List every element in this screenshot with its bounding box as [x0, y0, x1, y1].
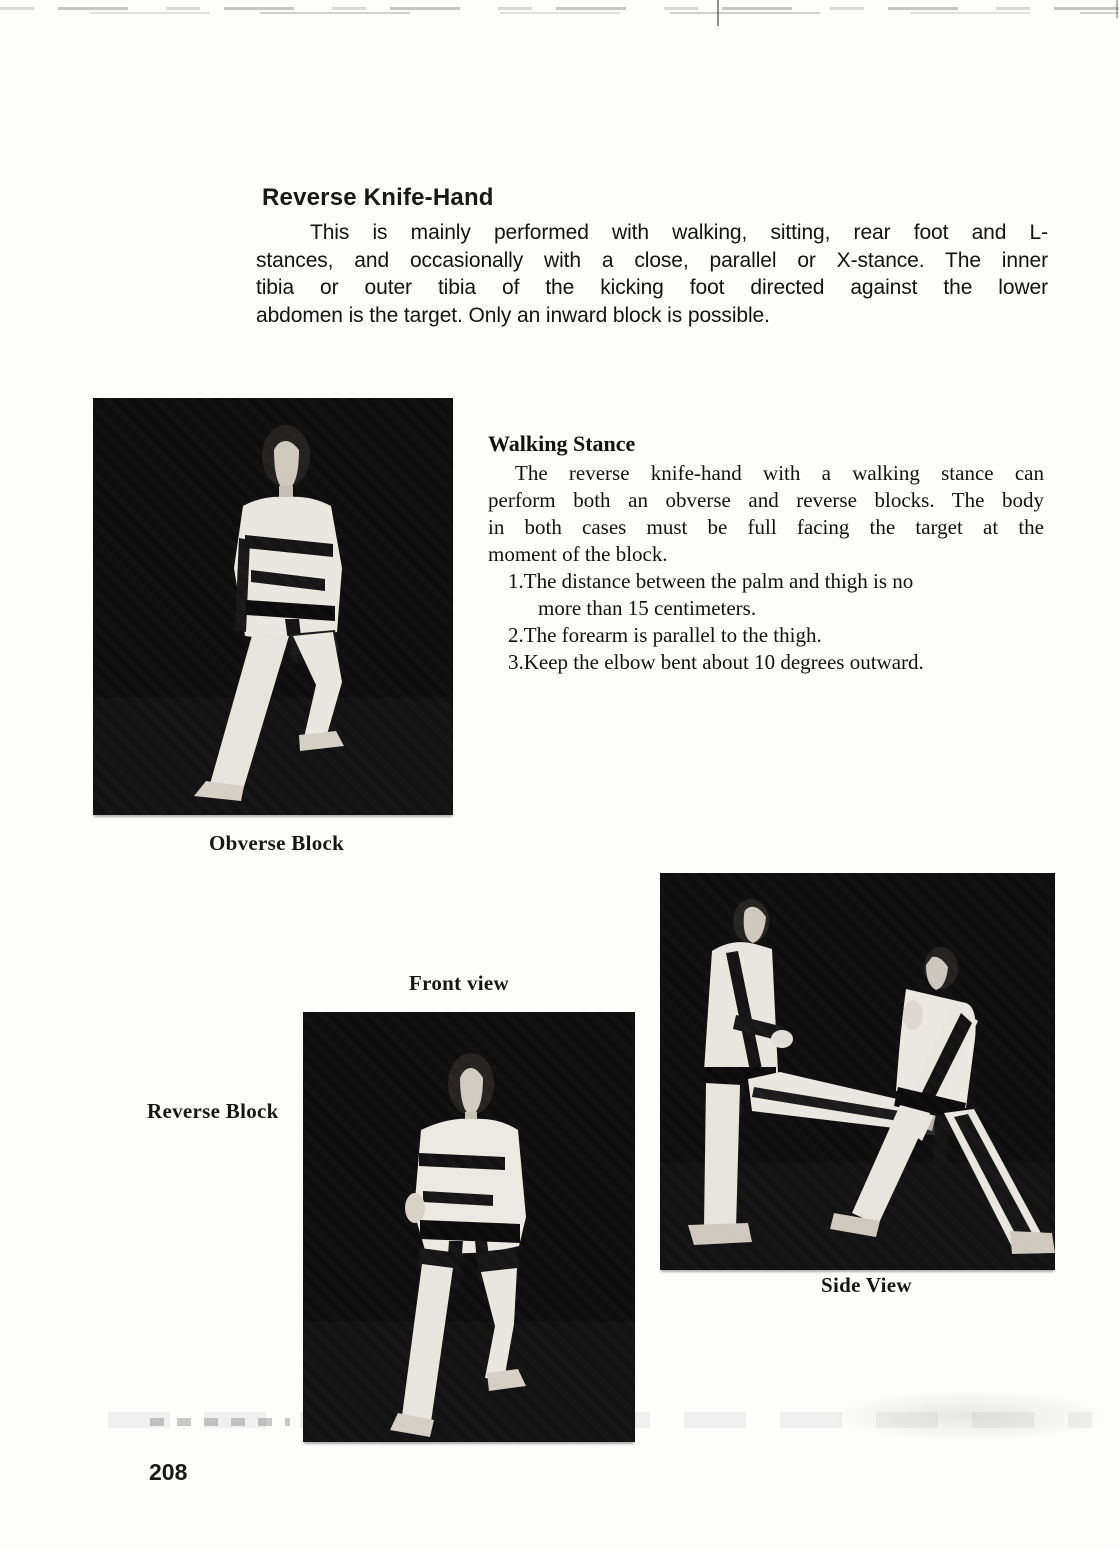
intro-line: stances, and occasionally with a close, parallel or X-stance. The inner [256, 248, 1048, 272]
scan-noise-bottom-dashes [150, 1418, 290, 1426]
obverse-block-illustration [93, 398, 453, 815]
caption-front-view: Front view [409, 971, 510, 995]
scan-tick-right [1116, 0, 1118, 18]
list-item [508, 622, 1044, 649]
caption-side-view: Side View [821, 1273, 912, 1297]
figure-reverse-block-photo [303, 1012, 635, 1442]
list-item-line: 2.The forearm is parallel to the thigh. [508, 623, 822, 647]
walking-stance-section [488, 430, 1044, 676]
walking-stance-line: in both cases must be full facing the target at the [488, 515, 1044, 539]
figure-obverse-block-photo [93, 398, 453, 815]
walking-stance-line: moment of the block. [488, 542, 668, 566]
walking-stance-heading: Walking Stance [488, 431, 636, 456]
scan-noise-top-line-2 [0, 12, 1119, 14]
figure-side-view-photo [660, 873, 1055, 1270]
reverse-block-illustration [303, 1012, 635, 1442]
list-item [508, 568, 1044, 622]
caption-obverse-block: Obverse Block [209, 831, 345, 855]
side-view-illustration [660, 873, 1055, 1270]
walking-stance-list [508, 568, 1044, 676]
caption-reverse-block: Reverse Block [147, 1099, 279, 1123]
intro-line: abdomen is the target. Only an inward block is possible. [256, 303, 770, 327]
intro-line: tibia or outer tibia of the kicking foot directed against the lower [256, 276, 1048, 299]
list-item-line: 3.Keep the elbow bent about 10 degrees outward. [508, 650, 924, 674]
intro-paragraph [256, 219, 1048, 329]
list-item-line: more than 15 centimeters. [538, 596, 757, 620]
walking-stance-line: The reverse knife-hand with a walking stance can [515, 461, 1044, 485]
walking-stance-line: perform both an obverse and reverse blocks. The body [488, 488, 1044, 512]
list-item [508, 649, 1044, 676]
scan-gray-patch [830, 1390, 1110, 1442]
list-item-line: 1.The distance between the palm and thigh is no [508, 569, 914, 593]
page-number: 208 [149, 1459, 188, 1485]
scan-tick-center [717, 0, 719, 26]
intro-line: This is mainly performed with walking, sitting, rear foot and L- [310, 221, 1048, 244]
section-title: Reverse Knife-Hand [262, 184, 494, 211]
scan-noise-top-line [0, 7, 1119, 10]
